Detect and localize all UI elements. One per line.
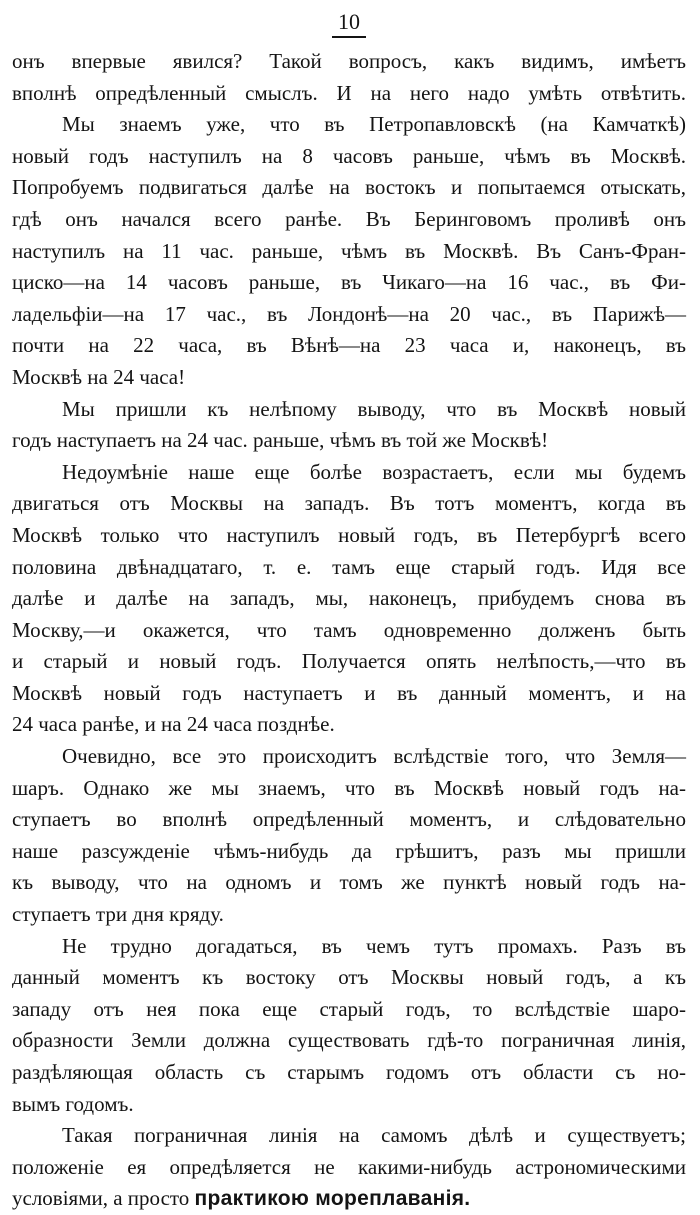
line-text: Не трудно догадаться, въ чемъ тутъ промахъ. Разъ въ: [62, 933, 686, 958]
text-line: [12, 741, 686, 773]
line-text: наступилъ на 11 час. раньше, чѣмъ въ Москвѣ. Въ Санъ-Фран-: [12, 238, 686, 263]
text-line: [12, 236, 686, 268]
line-text: вымъ годомъ.: [12, 1091, 134, 1116]
line-text: западу отъ нея пока еще старый годъ, то вслѣдствіе шаро-: [12, 996, 686, 1021]
text-line: [12, 204, 686, 236]
text-line: [12, 615, 686, 647]
line-text: наше разсужденіе чѣмъ-нибудь да грѣшитъ, разъ мы пришли: [12, 838, 686, 863]
line-text: 24 часа ранѣе, и на 24 часа позднѣе.: [12, 712, 335, 737]
line-text: условіями, а просто: [12, 1186, 195, 1211]
line-text: новый годъ наступилъ на 8 часовъ раньше, чѣмъ въ Москвѣ.: [12, 143, 686, 168]
text-line: [12, 931, 686, 963]
line-text: Такая пограничная линія на самомъ дѣлѣ и существуетъ;: [62, 1123, 686, 1148]
book-page: [12, 0, 686, 1211]
text-line: [12, 552, 686, 584]
line-text: половина двѣнадцатаго, т. е. тамъ еще старый годъ. Идя все: [12, 554, 686, 579]
text-line: [12, 1183, 686, 1215]
line-text: гдѣ онъ начался всего ранѣе. Въ Беринговомъ проливѣ онъ: [12, 206, 686, 231]
text-line: [12, 78, 686, 110]
line-text: двигаться отъ Москвы на западъ. Въ тотъ моментъ, когда въ: [12, 491, 686, 516]
page-number-label: 10: [332, 9, 366, 38]
text-line: [12, 1057, 686, 1089]
text-line: [12, 457, 686, 489]
line-text: Мы знаемъ уже, что въ Петропавловскѣ (на Камчаткѣ): [62, 112, 686, 137]
line-text: годъ наступаетъ на 24 час. раньше, чѣмъ въ той же Москвѣ!: [12, 428, 549, 453]
text-line: [12, 994, 686, 1026]
line-text: Недоумѣніе наше еще болѣе возрастаетъ, если мы будемъ: [62, 459, 686, 484]
text-line: [12, 709, 686, 741]
text-line: [12, 394, 686, 426]
text-line: [12, 520, 686, 552]
line-text: положеніе ея опредѣляется не какими-нибудь астрономическими: [12, 1154, 686, 1179]
line-text: образности Земли должна существовать гдѣ-то пограничная линія,: [12, 1028, 686, 1053]
line-text: почти на 22 часа, въ Вѣнѣ—на 23 часа и, наконецъ, въ: [12, 333, 686, 358]
line-text: и старый и новый годъ. Получается опять нелѣпость,—что въ: [12, 649, 686, 674]
text-line: [12, 172, 686, 204]
line-text: Попробуемъ подвигаться далѣе на востокъ и попытаемся отыскать,: [12, 175, 686, 200]
text-line: [12, 488, 686, 520]
text-line: [12, 867, 686, 899]
line-text: Москвѣ только что наступилъ новый годъ, въ Петербургѣ всего: [12, 522, 686, 547]
text-line: [12, 1025, 686, 1057]
text-line: [12, 1120, 686, 1152]
line-text: онъ впервые явился? Такой вопросъ, какъ видимъ, имѣетъ: [12, 49, 686, 73]
line-text: Мы пришли къ нелѣпому выводу, что въ Москвѣ новый: [62, 396, 686, 421]
line-text: вполнѣ опредѣленный смыслъ. И на него надо умѣть отвѣтить.: [12, 80, 686, 105]
text-line: [12, 425, 686, 457]
line-text: данный моментъ къ востоку отъ Москвы новый годъ, а къ: [12, 965, 686, 990]
line-text: ладельфіи—на 17 час., въ Лондонѣ—на 20 час., въ Парижѣ—: [12, 301, 686, 326]
text-line: [12, 646, 686, 678]
line-text: раздѣляющая область съ старымъ годомъ отъ области съ но-: [12, 1060, 686, 1084]
text-body: [12, 46, 686, 1215]
text-line: [12, 678, 686, 710]
text-line: [12, 46, 686, 78]
line-text: далѣе и далѣе на западъ, мы, наконецъ, прибудемъ снова въ: [12, 586, 686, 611]
line-text: ступаетъ три дня кряду.: [12, 902, 224, 927]
text-line: [12, 899, 686, 931]
page-number: [12, 0, 686, 46]
text-line: [12, 583, 686, 615]
text-line: [12, 962, 686, 994]
text-line: [12, 804, 686, 836]
text-line: [12, 1152, 686, 1184]
text-line: [12, 141, 686, 173]
text-line: [12, 362, 686, 394]
line-text: Москву,—и окажется, что тамъ одновременно долженъ быть: [12, 617, 686, 642]
text-line: [12, 836, 686, 868]
text-line: [12, 109, 686, 141]
line-text: Москвѣ на 24 часа!: [12, 364, 186, 389]
line-text: Москвѣ новый годъ наступаетъ и въ данный моментъ, и на: [12, 680, 686, 705]
text-line: [12, 299, 686, 331]
text-line: [12, 1089, 686, 1121]
line-text: шаръ. Однако же мы знаемъ, что въ Москвѣ новый годъ на-: [12, 775, 686, 800]
text-line: [12, 773, 686, 805]
text-line: [12, 330, 686, 362]
bold-phrase: практикою мореплаванія.: [194, 1187, 471, 1211]
line-text: къ выводу, что на одномъ и томъ же пунктѣ новый годъ на-: [12, 870, 686, 895]
line-text: ступаетъ во вполнѣ опредѣленный моментъ, и слѣдовательно: [12, 807, 686, 832]
line-text: Очевидно, все это происходитъ вслѣдствіе того, что Земля—: [62, 744, 686, 769]
line-text: циско—на 14 часовъ раньше, въ Чикаго—на 16 час., въ Фи-: [12, 270, 686, 295]
text-line: [12, 267, 686, 299]
